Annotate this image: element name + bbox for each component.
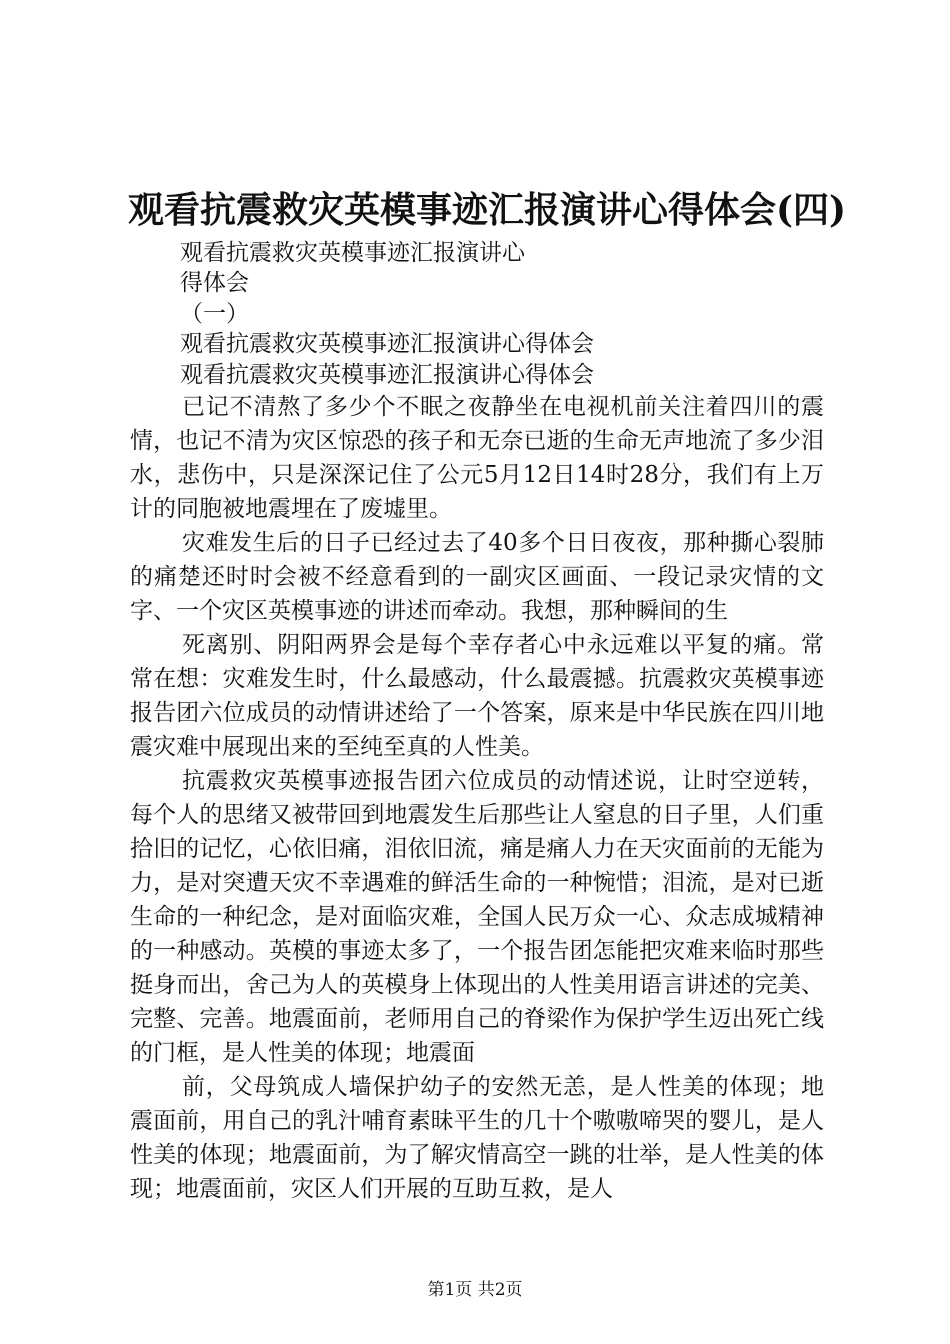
page-footer: 第1页 共2页 [427,1280,523,1300]
document-title: 观看抗震救灾英模事迹汇报演讲心得体会(四) [128,189,847,231]
heading-repeat-1: 观看抗震救灾英模事迹汇报演讲心得体会 [180,331,594,357]
subtitle-line-2: 得体会 [180,270,249,296]
heading-repeat-2: 观看抗震救灾英模事迹汇报演讲心得体会 [180,362,594,388]
section-marker: （一） [180,301,249,327]
paragraph-1: 已记不清熬了多少个不眠之夜静坐在电视机前关注着四川的震情，也记不清为灾区惊恐的孩子和无奈已逝的生命无声地流了多少泪水，悲伤中，只是深深记住了公元5月12日14时28分，我们有上万计的同胞被地震埋在了废墟里。 [130,394,824,522]
paragraph-3: 死离别、阴阳两界会是每个幸存者心中永远难以平复的痛。常常在想：灾难发生时，什么最感动，什么最震撼。抗震救灾英模事迹报告团六位成员的动情讲述给了一个答案，原来是中华民族在四川地震灾难中展现出来的至纯至真的人性美。 [130,632,824,760]
paragraph-5: 前，父母筑成人墙保护幼子的安然无恙，是人性美的体现；地震面前，用自己的乳汁哺育素昧平生的几十个嗷嗷啼哭的婴儿，是人性美的体现；地震面前，为了解灾情高空一跳的壮举，是人性美的体现；地震面前，灾区人们开展的互助互救，是人 [130,1074,824,1202]
paragraph-4: 抗震救灾英模事迹报告团六位成员的动情述说，让时空逆转，每个人的思绪又被带回到地震发生后那些让人窒息的日子里，人们重拾旧的记忆，心依旧痛，泪依旧流，痛是痛人力在天灾面前的无能为力，是对突遭天灾不幸遇难的鲜活生命的一种惋惜；泪流，是对已逝生命的一种纪念，是对面临灾难，全国人民万众一心、众志成城精神的一种感动。英模的事迹太多了，一个报告团怎能把灾难来临时那些挺身而出，舍己为人的英模身上体现出的人性美用语言讲述的完美、完整、完善。地震面前，老师用自己的脊梁作为保护学生迈出死亡线的门框，是人性美的体现；地震面 [130,768,824,1066]
body-text [130,390,824,1206]
subtitle-line-1: 观看抗震救灾英模事迹汇报演讲心 [180,240,525,266]
paragraph-2: 灾难发生后的日子已经过去了40多个日日夜夜，那种撕心裂肺的痛楚还时时会被不经意看到的一副灾区画面、一段记录灾情的文字、一个灾区英模事迹的讲述而牵动。我想，那种瞬间的生 [130,530,824,624]
